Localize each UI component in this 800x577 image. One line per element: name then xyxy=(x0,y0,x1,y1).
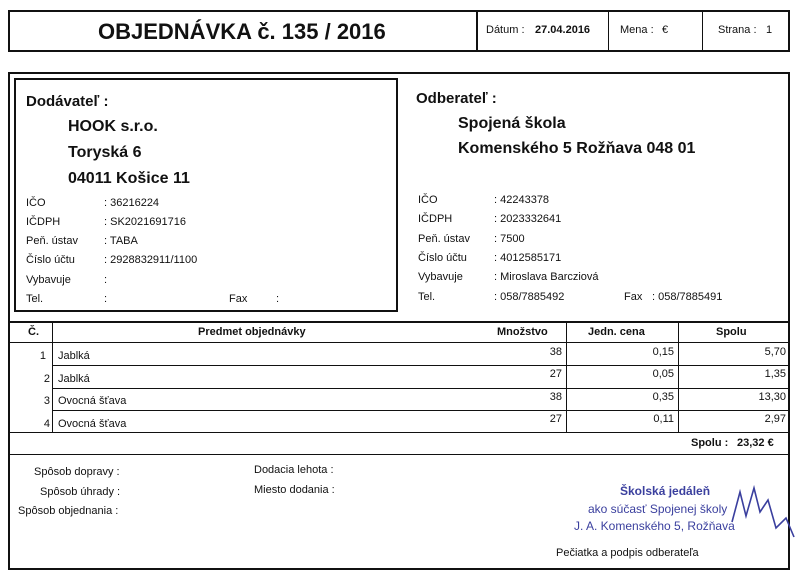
table-row-2-qty: 27 xyxy=(549,368,562,380)
supplier-ico-value: : 36216224 xyxy=(104,197,160,209)
table-row-1-no: 1 xyxy=(39,350,46,362)
supplier-box xyxy=(14,78,398,312)
supplier-icdph-label: IČDPH xyxy=(26,216,61,228)
supplier-account-value: : 2928832911/1100 xyxy=(104,254,198,266)
th-total: Spolu xyxy=(716,326,747,338)
customer-heading: Odberateľ : xyxy=(416,90,497,107)
supplier-name: HOOK s.r.o. xyxy=(68,118,158,135)
supplier-street: Toryská 6 xyxy=(68,144,142,161)
th-qty: Množstvo xyxy=(497,326,548,338)
customer-account-value: : 4012585171 xyxy=(494,252,562,264)
table-row-1-qty: 38 xyxy=(549,346,562,358)
th-item: Predmet objednávky xyxy=(198,326,306,338)
col-divider-no xyxy=(52,322,53,432)
customer-icdph-label: IČDPH xyxy=(418,213,453,225)
col-divider-price xyxy=(678,322,679,432)
customer-ico-label: IČO xyxy=(418,194,438,206)
customer-address: Komenského 5 Rožňava 048 01 xyxy=(458,140,696,157)
payment-method: Spôsob úhrady : xyxy=(40,486,121,498)
supplier-heading: Dodávateľ : xyxy=(26,93,109,110)
supplier-icdph-value: : SK2021691716 xyxy=(104,216,186,228)
stamp-line-3: J. A. Komenského 5, Rožňava xyxy=(574,519,735,533)
document-title: OBJEDNÁVKA č. 135 / 2016 xyxy=(98,19,386,44)
customer-handler-label: Vybavuje xyxy=(418,271,463,283)
currency-label: Mena : xyxy=(620,24,654,36)
customer-fax-value: : 058/7885491 xyxy=(652,291,723,303)
sum-label: Spolu : xyxy=(691,437,729,449)
delivery-place: Miesto dodania : xyxy=(254,484,335,496)
header-divider-3 xyxy=(702,11,703,51)
customer-ico-value: : 42243378 xyxy=(494,194,550,206)
page-value: 1 xyxy=(766,24,773,36)
header-divider-2 xyxy=(608,11,609,51)
header-divider-1 xyxy=(476,11,478,51)
table-row-2-no: 2 xyxy=(43,373,50,385)
table-top-line xyxy=(9,321,789,323)
table-row-3-total: 13,30 xyxy=(758,391,786,403)
order-method: Spôsob objednania : xyxy=(18,505,119,517)
row-2-line xyxy=(52,388,789,389)
th-no: Č. xyxy=(28,326,39,338)
supplier-city: 04011 Košice 11 xyxy=(68,170,190,187)
row-3-line xyxy=(52,410,789,411)
signature-label: Pečiatka a podpis odberateľa xyxy=(556,547,699,559)
stamp-line-2: ako súčasť Spojenej školy xyxy=(588,502,728,516)
signature-scribble xyxy=(728,482,798,542)
supplier-bank-value: : TABA xyxy=(104,235,138,247)
customer-tel-label: Tel. xyxy=(418,291,436,303)
table-row-3-no: 3 xyxy=(43,395,50,407)
supplier-tel-value: : xyxy=(104,293,108,305)
table-row-1-total: 5,70 xyxy=(764,346,786,358)
date-value: 27.04.2016 xyxy=(535,24,591,36)
supplier-bank-label: Peň. ústav xyxy=(26,235,78,247)
page-label: Strana : xyxy=(718,24,757,36)
customer-fax-label: Fax xyxy=(624,291,643,303)
customer-account-label: Číslo účtu xyxy=(418,252,467,264)
table-row-2-item: Jablká xyxy=(58,373,90,385)
table-row-4-no: 4 xyxy=(43,418,50,430)
currency-value: € xyxy=(662,24,669,36)
delivery-time: Dodacia lehota : xyxy=(254,464,334,476)
table-row-4-total: 2,97 xyxy=(764,413,786,425)
stamp-line-1: Školská jedáleň xyxy=(620,484,711,498)
supplier-account-label: Číslo účtu xyxy=(26,254,75,266)
table-bottom-line xyxy=(9,432,789,433)
table-row-4-price: 0,11 xyxy=(653,413,674,425)
delivery-method: Spôsob dopravy : xyxy=(34,466,120,478)
table-row-4-item: Ovocná šťava xyxy=(58,418,127,430)
customer-bank-value: : 7500 xyxy=(494,233,525,245)
supplier-tel-label: Tel. xyxy=(26,293,44,305)
table-row-1-item: Jablká xyxy=(58,350,90,362)
row-1-line xyxy=(52,365,789,366)
table-row-4-qty: 27 xyxy=(549,413,562,425)
table-row-3-qty: 38 xyxy=(549,391,562,403)
sum-line xyxy=(9,454,789,455)
supplier-handler-label: Vybavuje xyxy=(26,274,71,286)
customer-icdph-value: : 2023332641 xyxy=(494,213,562,225)
col-divider-qty xyxy=(566,322,567,432)
customer-handler-value: : Miroslava Barcziová xyxy=(494,271,599,283)
table-row-1-price: 0,15 xyxy=(652,346,674,358)
sum-value: 23,32 € xyxy=(737,437,774,449)
customer-name: Spojená škola xyxy=(458,115,566,132)
supplier-fax-value: : xyxy=(276,293,280,305)
customer-bank-label: Peň. ústav xyxy=(418,233,470,245)
supplier-ico-label: IČO xyxy=(26,197,46,209)
table-row-2-price: 0,05 xyxy=(652,368,674,380)
table-row-3-item: Ovocná šťava xyxy=(58,395,127,407)
th-price: Jedn. cena xyxy=(588,326,645,338)
table-row-3-price: 0,35 xyxy=(652,391,674,403)
table-header-line xyxy=(9,342,789,343)
table-row-2-total: 1,35 xyxy=(764,368,786,380)
supplier-handler-value: : xyxy=(104,274,108,286)
customer-tel-value: : 058/7885492 xyxy=(494,291,565,303)
supplier-fax-label: Fax xyxy=(229,293,248,305)
date-label: Dátum : xyxy=(486,24,525,36)
